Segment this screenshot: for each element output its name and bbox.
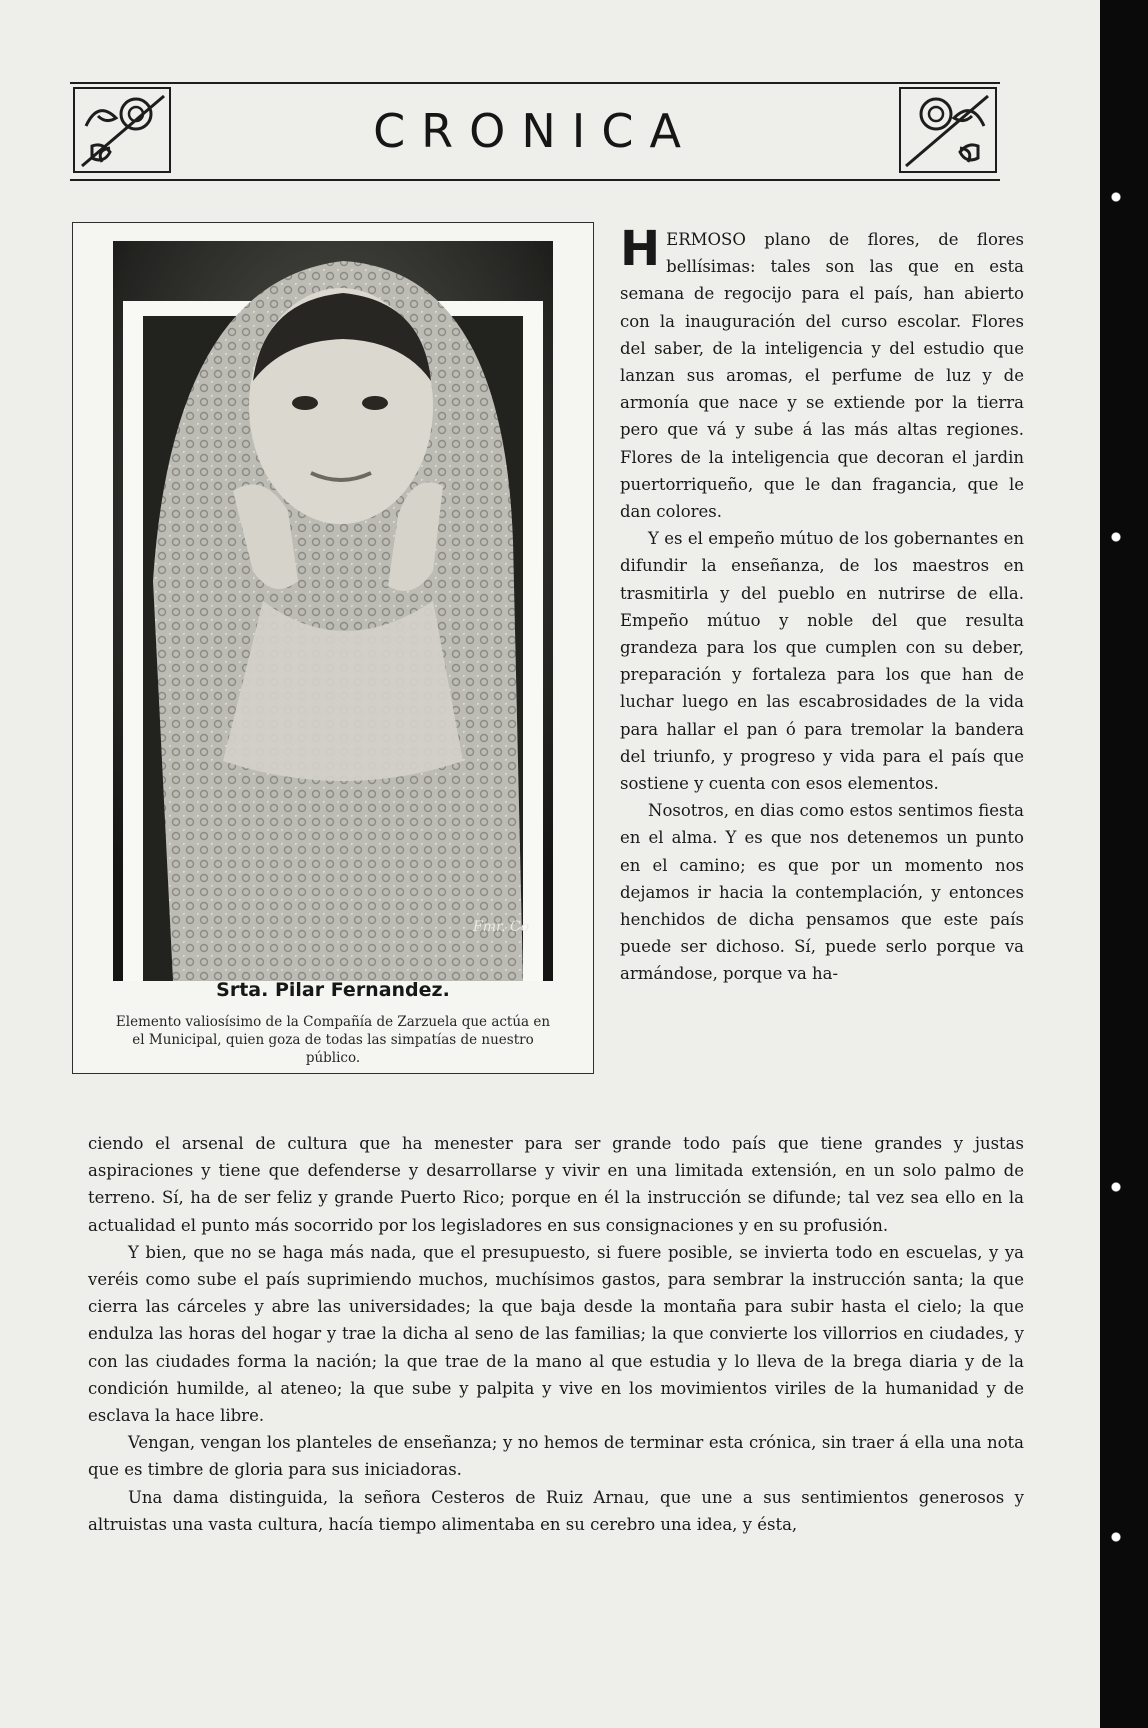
scan-margin — [1100, 0, 1148, 1728]
drop-cap: H — [620, 221, 661, 277]
article-paragraph: Y es el empeño mútuo de los gobernantes en difundir la enseñanza, de los maestros en trasmitirla y del pueblo en nutrirse de ella. Empeño mútuo y noble del que resulta grandeza para los que cumplen con su deber, preparación y fortaleza para los que han de luchar luego en las escabrosidades de la vida para hallar el pan ó para tremolar la bandera del triunfo, y progreso y vida para el país que sostiene y cuenta con esos elementos. — [620, 529, 1024, 794]
caption-description: Elemento valiosísimo de la Compañía de Zarzuela que actúa en el Municipal, quien goza de todas las simpatías de nuestro público. — [115, 1014, 551, 1066]
svg-text:Fmr. Co: Fmr. Co — [473, 919, 530, 935]
article-column-full — [88, 1130, 1024, 1538]
binding-hole-icon — [1108, 530, 1148, 544]
article-paragraph: HERMOSO plano de flores, de flores bellísimas: tales son las que en esta semana de regocijo para el país, han abierto con la inauguración del curso escolar. Flores del saber, de la inteligencia y del estudio que lanzan sus aromas, el perfume de luz y de armonía que nace y se extiende por la tierra pero que vá y sube á las más altas regiones. Flores de la inteligencia que decoran el jardin puertorriqueño, que le dan fragancia, que le dan colores. — [620, 221, 1024, 522]
binding-hole-icon — [1108, 190, 1148, 204]
portrait-photo — [113, 241, 553, 981]
binding-hole-icon — [1108, 1530, 1148, 1544]
caption-name: Srta. Pilar Fernandez. — [216, 979, 450, 1001]
article-paragraph: Una dama distinguida, la señora Cesteros de Ruiz Arnau, que une a sus sentimientos generosos y altruistas una vasta cultura, hacía tiempo alimentaba en su cerebro una idea, y ésta, — [88, 1487, 1024, 1534]
article-paragraph: Nosotros, en dias como estos sentimos fiesta en el alma. Y es que nos detenemos un punto en el camino; es que por un momento nos dejamos ir hacia la contemplación, y entonces henchidos de dicha pensamos que este país puede ser dichoso. Sí, puede serlo porque va armándose, porque va ha- — [620, 801, 1024, 984]
floral-ornament-icon — [898, 86, 998, 174]
article-paragraph: ciendo el arsenal de cultura que ha menester para ser grande todo país que tiene grandes y justas aspiraciones y tiene que defenderse y desarrollarse y vivir en una limitada extensión, en un solo palmo de terreno. Sí, ha de ser feliz y grande Puerto Rico; porque en él la instrucción se difunde; tal vez sea ello en la actualidad el punto más socorrido por los legisladores en sus consignaciones y en su profusión. — [88, 1134, 1024, 1235]
article-paragraph: Y bien, que no se haga más nada, que el presupuesto, si fuere posible, se invierta todo en escuelas, y ya veréis como sube el país suprimiendo muchos, muchísimos gastos, para sembrar la instrucción santa; la que cierra las cárceles y abre las universidades; la que baja desde la montaña para subir hasta el cielo; la que endulza las horas del hogar y trae la dicha al seno de las familias; la que convierte los villorrios en ciudades, y con las ciudades forma la nación; la que trae de la mano al que estudia y lo lleva de la brega diaria y de la condición humilde, al ateneo; la que sube y palpita y vive en los movimientos viriles de la humanidad y de esclava la hace libre. — [88, 1242, 1024, 1426]
article-paragraph: Vengan, vengan los planteles de enseñanza; y no hemos de terminar esta crónica, sin traer á ella una nota que es timbre de gloria para sus iniciadoras. — [88, 1433, 1024, 1480]
binding-hole-icon — [1108, 1180, 1148, 1194]
article-column-right — [620, 221, 1024, 988]
section-header — [70, 82, 1000, 181]
portrait-figure — [72, 222, 594, 1074]
section-title: CRONICA — [373, 104, 697, 158]
